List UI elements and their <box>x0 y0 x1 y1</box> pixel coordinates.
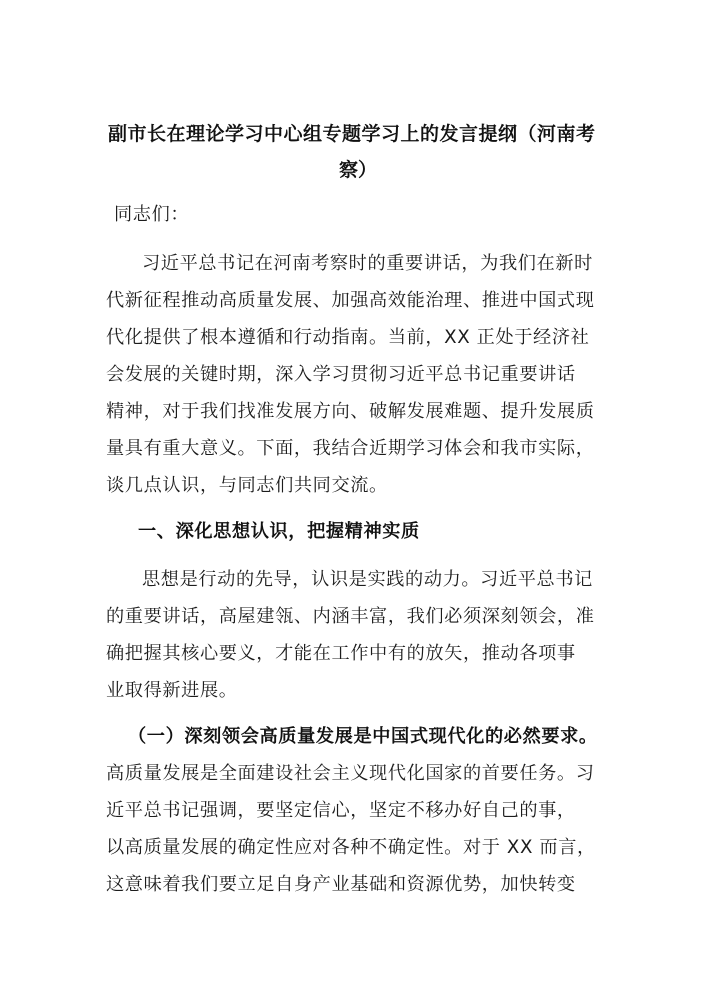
title-line-1: 副市长在理论学习中心组专题学习上的发言提纲（河南考 <box>108 123 596 145</box>
section-line: 思想是行动的先导，认识是实践的动力。习近平总书记 <box>142 569 593 590</box>
document-title <box>108 116 608 188</box>
section-line: 确把握其核心要义，才能在工作中有的放矢，推动各项事 <box>106 643 576 664</box>
salutation: 同志们： <box>114 204 190 225</box>
intro-line: 习近平总书记在河南考察时的重要讲话，为我们在新时 <box>142 253 593 274</box>
intro-line: 代新征程推动高质量发展、加强高效能治理、推进中国式现 <box>106 290 595 311</box>
intro-line: 精神，对于我们找准发展方向、破解发展难题、提升发展质 <box>106 401 595 422</box>
subsection-line: 近平总书记强调，要坚定信心，坚定不移办好自己的事， <box>106 800 576 821</box>
subsection-heading: （一）深刻领会高质量发展是中国式现代化的必然要求。 <box>128 726 598 747</box>
intro-line: 代化提供了根本遵循和行动指南。当前，XX 正处于经济社 <box>106 327 590 348</box>
section-line: 业取得新进展。 <box>106 680 238 701</box>
intro-line: 谈几点认识，与同志们共同交流。 <box>106 475 388 496</box>
subsection-line: 高质量发展是全面建设社会主义现代化国家的首要任务。习 <box>106 763 595 784</box>
subsection-line: 这意味着我们要立足自身产业基础和资源优势，加快转变 <box>106 874 576 895</box>
section-heading: 一、深化思想认识，把握精神实质 <box>138 521 420 542</box>
intro-line: 会发展的关键时期，深入学习贯彻习近平总书记重要讲话 <box>106 364 576 385</box>
intro-line: 量具有重大意义。下面，我结合近期学习体会和我市实际， <box>106 438 595 459</box>
subsection-line: 以高质量发展的确定性应对各种不确定性。对于 XX 而言， <box>106 837 596 858</box>
title-line-2: 察） <box>338 159 377 181</box>
section-line: 的重要讲话，高屋建瓴、内涵丰富，我们必须深刻领会，准 <box>106 606 595 627</box>
